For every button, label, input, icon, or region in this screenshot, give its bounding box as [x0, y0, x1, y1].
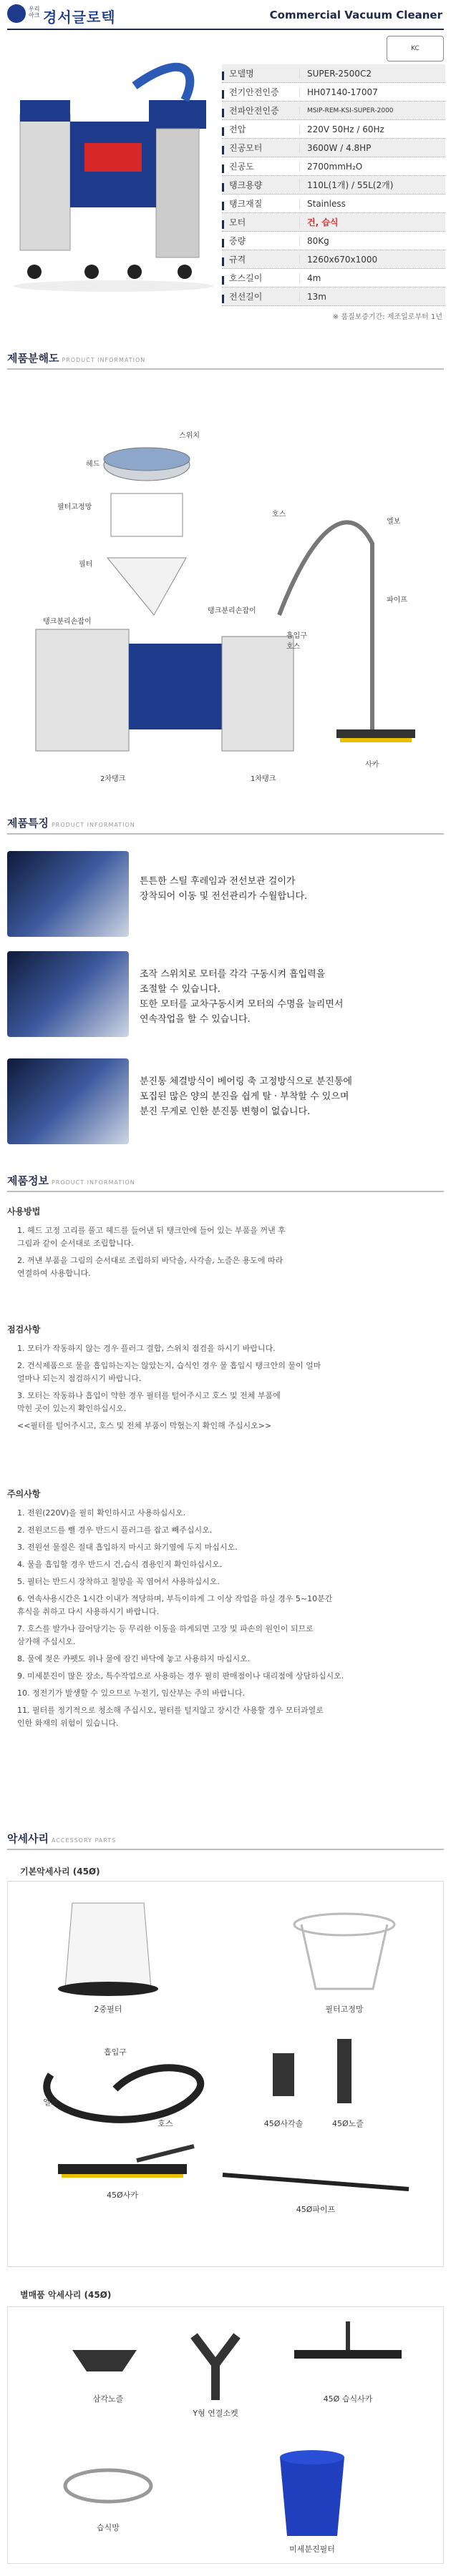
- feature-image-switch: [7, 951, 129, 1037]
- spec-key: 모터: [222, 216, 299, 228]
- acc-label-triangle-nozzle: 삼각노즐: [92, 2394, 124, 2404]
- spec-key: 진공모터: [222, 142, 299, 154]
- brand-sub: 우리 아크: [29, 6, 40, 19]
- basic-accessories-box: [7, 1881, 444, 2267]
- spec-key: 탱크용량: [222, 179, 299, 191]
- spec-key: 전선길이: [222, 290, 299, 303]
- acc-label-nozzle: 45Ø노즐: [332, 2119, 364, 2128]
- label-switch: 스위치: [179, 432, 200, 440]
- info-caution-item: 9. 미세분진이 많은 장소, 특수작업으로 사용하는 경우 필히 판매점이나 대리점에 상담하십시오.: [17, 1671, 344, 1681]
- info-caution-item: 5. 필터는 반드시 장착하고 철망을 꼭 염어서 사용하십시오.: [17, 1577, 220, 1586]
- section-divider: [7, 833, 444, 835]
- spec-key: 전기안전인증: [222, 86, 299, 98]
- spec-key: 전압: [222, 123, 299, 135]
- info-usage-item: 1. 헤드 고정 고리를 풀고 헤드를 들어낸 뒤 탱크안에 들어 있는 부품을 꺼낸 후 그림과 같이 순서대로 조립합니다.: [17, 1226, 286, 1248]
- spec-row: [222, 120, 445, 139]
- info-caution-item: 8. 물에 젖은 카펫도 위나 물에 잠긴 바닥에 놓고 사용하지 마십시오.: [17, 1654, 251, 1663]
- acc-label-fine-filter: 미세분진필터: [289, 2545, 335, 2554]
- spec-value: 1260x670x1000: [299, 255, 445, 265]
- spec-key: 중량: [222, 235, 299, 247]
- info-usage-title: 사용방법: [7, 1206, 41, 1216]
- section-title-en: PRODUCT INFORMATION: [51, 1179, 135, 1186]
- section-divider: [7, 368, 444, 370]
- spec-value: SUPER-2500C2: [299, 69, 445, 79]
- spec-row: [222, 64, 445, 83]
- acc-label-hose: 호스: [157, 2119, 173, 2128]
- spec-row: [222, 269, 445, 287]
- section-title-ko: 악세사리: [7, 1832, 49, 1845]
- info-usage-item: 2. 꺼낸 부품을 그림의 순서대로 조립하되 바닥솔, 사각솔, 노즐은 용도에 따라 연결하여 사용합니다.: [17, 1256, 283, 1278]
- info-caution-item: 10. 정전기가 발생할 수 있으므로 누전기, 임산부는 주의 바랍니다.: [17, 1688, 246, 1698]
- brand-logo-icon: [7, 4, 26, 23]
- spec-key: 모델명: [222, 67, 299, 79]
- section-title-info: [7, 1173, 135, 1188]
- spec-row: [222, 195, 445, 213]
- spec-value: 110L(1개) / 55L(2개): [299, 179, 445, 191]
- brand-name: 경서글로텍: [43, 9, 116, 26]
- info-caution-item: 11. 필터를 정기적으로 청소해 주십시오, 필터를 털지않고 장시간 사용할 경우 모터과열로 인한 화재의 위험이 있습니다.: [17, 1706, 324, 1728]
- label-elbow: 엘보: [387, 518, 401, 526]
- info-check-item: 3. 모터는 작동하나 흡입이 약한 경우 필터를 털어주시고 호스 및 전체 부품에 막힌 곳이 있는지 확인하십시오.: [17, 1391, 281, 1413]
- acc-label-pipe: 45Ø파이프: [296, 2205, 336, 2214]
- info-check: [7, 1323, 444, 1437]
- info-check-item: 2. 건식제품으로 물을 흡입하는지는 않았는지, 습식인 경우 물 흡입시 탱크안의 물이 얼마 얼마나 되는지 점검하시기 바랍니다.: [17, 1361, 321, 1383]
- acc-label-square-brush: 45Ø사각솔: [263, 2119, 304, 2128]
- section-divider: [7, 1191, 444, 1192]
- spec-row: [222, 83, 445, 102]
- info-caution-item: 6. 연속사용시간은 1시간 이내가 적당하며, 부득이하게 그 이상 작업을 하실 경우 5~10분간 휴식을 취하고 다시 사용하시기 바랍니다.: [17, 1594, 333, 1616]
- acc-label-intake: 흡입구: [104, 2047, 127, 2057]
- label-tank-handle-2: 탱크분리손잡이: [208, 607, 256, 615]
- spec-row: [222, 139, 445, 157]
- spec-value: 3600W / 4.8HP: [299, 143, 445, 153]
- kc-certification-mark: KC: [387, 36, 444, 62]
- exploded-diagram: [14, 415, 437, 808]
- label-head: 헤드: [86, 461, 100, 468]
- feature-image-frame: [7, 851, 129, 937]
- info-caution: [7, 1488, 444, 1734]
- label-intake: 흡입구: [286, 632, 307, 640]
- product-title: Commercial Vacuum Cleaner: [269, 9, 442, 21]
- section-title-en: ACCESSORY PARTS: [51, 1837, 117, 1844]
- info-check-item: 1. 모터가 작동하지 않는 경우 플러그 결합, 스위치 점검을 하시기 바랍니다.: [17, 1344, 276, 1353]
- acc-label-wet-net: 습식망: [97, 2523, 120, 2532]
- spec-key: 호스길이: [222, 272, 299, 284]
- info-caution-item: 3. 전원선 물질은 절대 흡입하지 마시고 화기옆에 두지 마십시오.: [17, 1543, 238, 1552]
- spec-row: [222, 157, 445, 176]
- basic-accessories-image: [8, 1882, 443, 2268]
- info-caution-item: 7. 호스를 발가나 끌어당기는 등 무리한 이동을 하게되면 고장 및 파손의 원인이 되므로 삼가해 주십시오.: [17, 1624, 314, 1646]
- info-caution-item: 1. 전원(220V)을 필히 확인하시고 사용하십시오.: [17, 1508, 186, 1518]
- spec-table: [222, 64, 445, 321]
- page-header: [0, 0, 451, 29]
- extra-accessories-box: [7, 2306, 444, 2564]
- section-title-en: PRODUCT INFORMATION: [62, 357, 146, 363]
- section-title-features: [7, 815, 135, 830]
- info-caution-item: 4. 물을 흡입할 경우 반드시 건,습식 겸용인지 확인하십시오.: [17, 1560, 223, 1569]
- feature-text-3: 분진통 체결방식이 베어링 축 고정방식으로 분진통에 포집된 많은 양의 분진을 쉽게 탈 · 부착할 수 있으며 분진 무게로 인한 분진통 변형이 없습니다.: [140, 1076, 352, 1117]
- spec-row: [222, 102, 445, 120]
- info-caution-item: 2. 전원코드를 뺄 경우 반드시 플러그를 잡고 빼주십시오.: [17, 1525, 213, 1535]
- spec-row: [222, 250, 445, 269]
- basic-accessories-title: 기본악세사리 (45Ø): [20, 1867, 100, 1877]
- spec-row: [222, 176, 445, 195]
- label-hose: 호스: [272, 511, 286, 518]
- label-tank1: 1차탱크: [251, 775, 276, 783]
- spec-key: 규격: [222, 253, 299, 265]
- label-filter-holder: 필터고정망: [57, 503, 92, 511]
- feature-text-1: 튼튼한 스틸 후레임과 전선보관 걸이가 장착되어 이동 및 전선관리가 수월합니다.: [140, 876, 308, 902]
- acc-label-squeegee: 45Ø사카: [107, 2191, 138, 2200]
- spec-value: 2700mmH₂O: [299, 162, 445, 172]
- spec-value: 건, 습식: [299, 216, 445, 228]
- vacuum-product-image: [6, 57, 220, 293]
- section-title-ko: 제품특징: [7, 817, 49, 830]
- label-filter: 필터: [79, 561, 93, 569]
- spec-row: [222, 232, 445, 250]
- section-title-exploded: [7, 350, 145, 365]
- info-check-item: <<필터를 털어주시고, 호스 및 전체 부품이 막혔는지 확인해 주십시오>>: [17, 1421, 272, 1430]
- section-title-en: PRODUCT INFORMATION: [51, 822, 135, 828]
- section-title-ko: 제품정보: [7, 1174, 49, 1187]
- spec-value: 13m: [299, 292, 445, 302]
- spec-value: 4m: [299, 273, 445, 283]
- info-usage: [7, 1205, 444, 1284]
- acc-label-filter2: 2중필터: [94, 2005, 122, 2014]
- spec-row: [222, 287, 445, 306]
- acc-label-elbow: 엘보: [43, 2098, 59, 2107]
- section-title-accessories: [7, 1831, 116, 1846]
- label-pipe: 파이프: [387, 596, 407, 604]
- spec-value: 220V 50Hz / 60Hz: [299, 124, 445, 134]
- spec-note: ※ 품질보증기간: 제조일로부터 1년: [332, 313, 442, 321]
- section-title-ko: 제품분해도: [7, 352, 59, 365]
- info-check-title: 점검사항: [7, 1324, 41, 1334]
- extra-accessories-title: 별매품 악세사리 (45Ø): [20, 2290, 112, 2300]
- label-hose-2: 호스: [286, 643, 301, 651]
- section-divider: [7, 1849, 444, 1850]
- feature-image-bearing: [7, 1058, 129, 1144]
- extra-accessories-image: [8, 2307, 443, 2565]
- spec-key: 진공도: [222, 160, 299, 172]
- label-tank-handle: 탱크분리손잡이: [43, 618, 92, 626]
- info-caution-title: 주의사항: [7, 1489, 41, 1499]
- spec-value: MSIP-REM-KSI-SUPER-2000: [299, 107, 445, 114]
- acc-label-y-socket: Y형 연결소켓: [193, 2409, 238, 2418]
- header-divider: [7, 29, 444, 30]
- label-squeegee: 사카: [365, 761, 379, 769]
- acc-label-filter-holder: 필터고정망: [325, 2005, 364, 2014]
- acc-label-wet-squeegee: 45Ø 습식사카: [323, 2394, 373, 2404]
- label-tank2: 2차탱크: [100, 775, 126, 783]
- spec-value: 80Kg: [299, 236, 445, 246]
- spec-value: Stainless: [299, 199, 445, 209]
- spec-key: 전파안전인증: [222, 104, 299, 117]
- spec-value: HH07140-17007: [299, 87, 445, 97]
- spec-row: [222, 213, 445, 232]
- spec-key: 탱크재질: [222, 197, 299, 210]
- feature-text-2: 조작 스위치로 모터를 각각 구동시켜 흡입력을 조절할 수 있습니다. 또한 모터를 교차구동시켜 모터의 수명을 늘리면서 연속작업을 할 수 있습니다.: [140, 969, 344, 1025]
